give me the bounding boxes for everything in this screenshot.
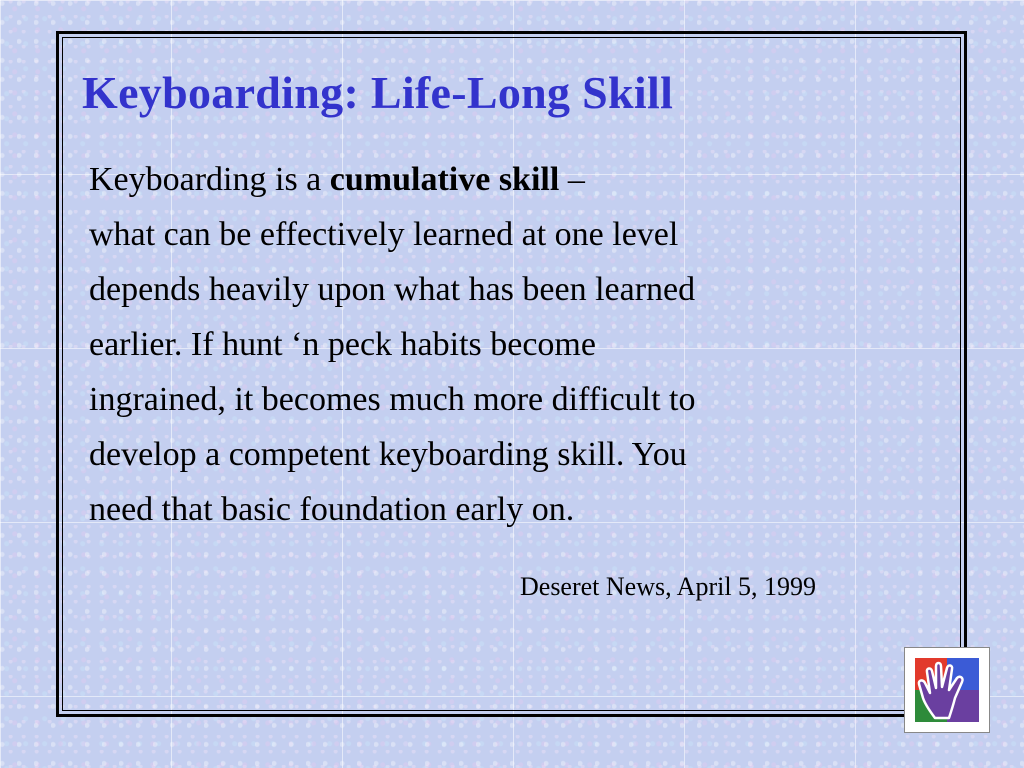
body-line-1-start: Keyboarding is a bbox=[89, 161, 330, 198]
body-line-1-end: – bbox=[559, 161, 585, 198]
logo bbox=[904, 647, 990, 733]
citation: Deseret News, April 5, 1999 bbox=[520, 572, 817, 601]
body-line-6: develop a competent keyboarding skill. You bbox=[89, 436, 687, 473]
body-line-7: need that basic foundation early on. bbox=[89, 491, 575, 528]
body-line-3: depends heavily upon what has been learned bbox=[89, 271, 696, 308]
hand-icon bbox=[905, 648, 989, 732]
body-line-5: ingrained, it becomes much more difficult to bbox=[89, 381, 696, 418]
emphasis-cumulative-skill: cumulative skill bbox=[329, 161, 560, 198]
slide-body-text bbox=[89, 152, 919, 537]
slide-title: Keyboarding: Life-Long Skill bbox=[82, 67, 674, 118]
body-line-1 bbox=[89, 161, 585, 198]
body-line-2: what can be effectively learned at one level bbox=[89, 216, 679, 253]
body-line-4: earlier. If hunt ‘n peck habits become bbox=[89, 326, 596, 363]
